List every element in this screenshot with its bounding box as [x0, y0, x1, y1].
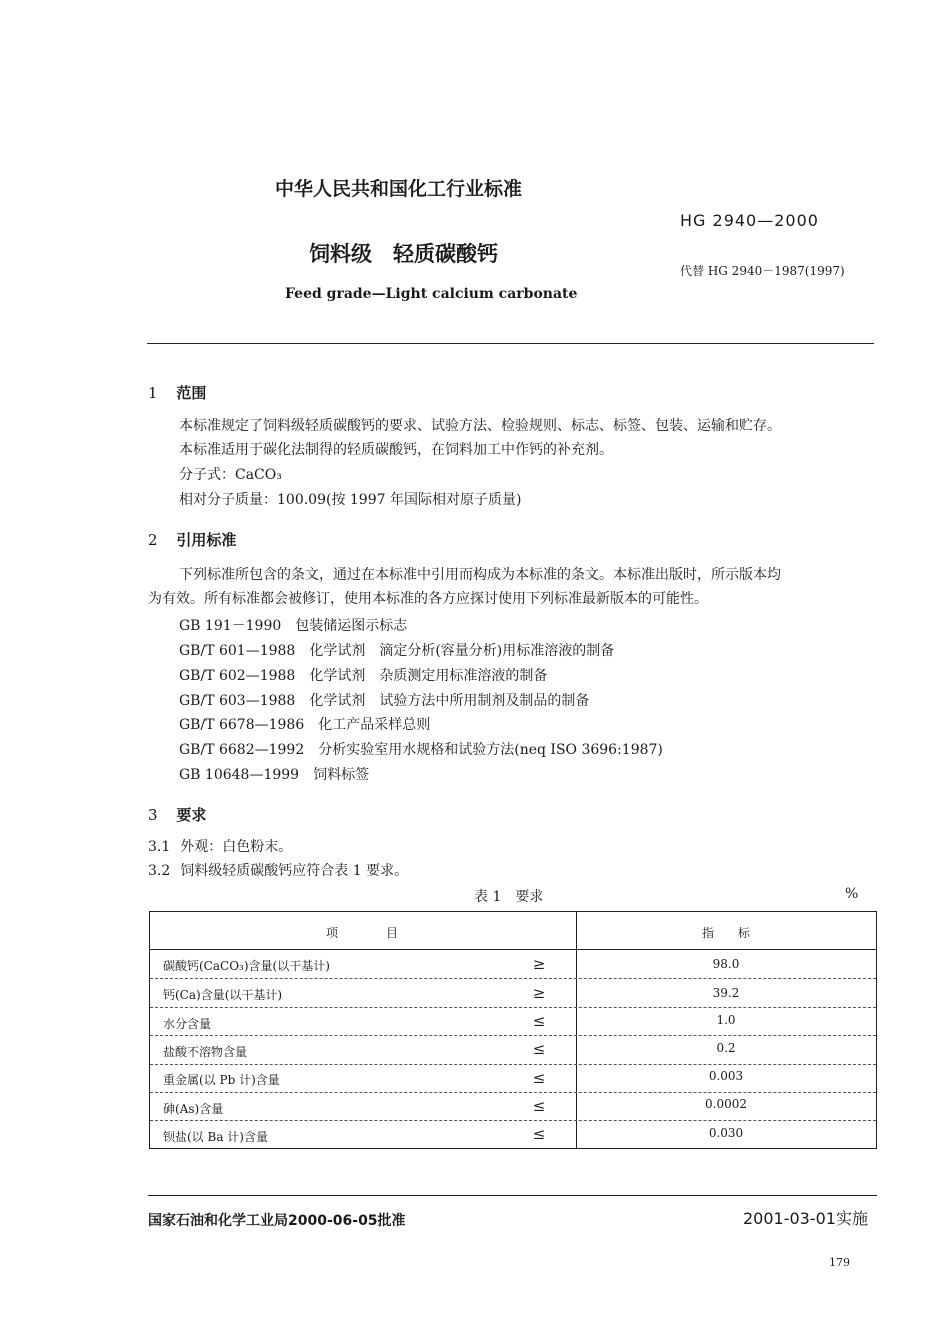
requirement-3-2	[148, 859, 408, 883]
refs-intro-line-1: 下列标准所包含的条文，通过在本标准中引用而构成为本标准的条文。本标准出版时，所示版本均	[179, 567, 781, 583]
requirements-table	[149, 911, 877, 1149]
table-unit: %	[845, 886, 859, 902]
header-rule	[147, 343, 874, 344]
table-cell-value: 0.0002	[705, 1097, 747, 1111]
reference-code: GB/T 601—1988	[179, 643, 296, 659]
table-header-item: 项 目	[325, 926, 399, 940]
table-cell-value: 98.0	[712, 957, 740, 971]
table-cell-value: 39.2	[712, 986, 740, 1000]
scope-paragraph-1: 本标准规定了饲料级轻质碳酸钙的要求、试验方法、检验规则、标志、标签、包装、运输和贮存。	[179, 418, 781, 434]
reference-title: 包装储运图示标志	[295, 618, 408, 634]
table-row-divider	[150, 1035, 876, 1036]
table-cell-value: 1.0	[716, 1013, 736, 1027]
table-cell-operator: ≤	[532, 1097, 546, 1115]
reference-item	[179, 640, 614, 660]
table-cell-operator: ≤	[532, 1125, 546, 1143]
table-cell-item: 钡盐(以 Ba 计)含量	[163, 1130, 268, 1144]
section-number: 1	[148, 384, 158, 402]
table-caption: 表 1 要求	[474, 889, 544, 905]
table-cell-value: 0.2	[716, 1041, 736, 1055]
effective-date: 2001-03-01实施	[743, 1209, 868, 1228]
table-cell-operator: ≥	[532, 984, 546, 1002]
section-number: 2	[148, 531, 158, 549]
table-header-index: 指 标	[701, 926, 751, 940]
molecular-mass: 相对分子质量：100.09(按 1997 年国际相对原子质量)	[179, 492, 522, 508]
table-cell-item: 水分含量	[163, 1017, 212, 1031]
table-cell-item: 碳酸钙(CaCO₃)含量(以干基计)	[163, 959, 330, 973]
table-cell-operator: ≥	[532, 955, 546, 973]
table-row-divider	[150, 1064, 876, 1065]
reference-title: 化学试剂 试验方法中所用制剂及制品的制备	[309, 693, 590, 709]
page-number: 179	[829, 1256, 850, 1269]
replaces-note: 代替 HG 2940－1987(1997)	[680, 264, 845, 278]
reference-title: 分析实验室用水规格和试验方法(neq ISO 3696:1987)	[318, 742, 663, 758]
section-number: 3	[148, 806, 158, 824]
table-row-divider	[150, 978, 876, 979]
scope-paragraph-2: 本标准适用于碳化法制得的轻质碳酸钙，在饲料加工中作钙的补充剂。	[179, 442, 613, 458]
clause-number: 3.1	[148, 839, 171, 855]
table-row-divider	[150, 1092, 876, 1093]
document-title: 饲料级 轻质碳酸钙	[309, 242, 498, 266]
reference-code: GB 191－1990	[179, 618, 282, 634]
table-cell-operator: ≤	[532, 1069, 546, 1087]
approval-note: 国家石油和化学工业局2000-06-05批准	[148, 1213, 406, 1229]
reference-code: GB/T 6682—1992	[179, 742, 305, 758]
table-header-rule	[150, 949, 876, 950]
table-column-divider	[576, 911, 577, 1149]
table-cell-item: 钙(Ca)含量(以干基计)	[163, 988, 283, 1002]
reference-title: 饲料标签	[313, 767, 370, 783]
reference-code: GB 10648—1999	[179, 767, 300, 783]
section-1-heading	[148, 382, 206, 403]
requirement-3-1	[148, 835, 292, 859]
table-cell-item: 砷(As)含量	[163, 1102, 224, 1116]
table-cell-item: 盐酸不溶物含量	[163, 1045, 248, 1059]
reference-item	[179, 714, 430, 734]
footer-rule	[148, 1195, 877, 1196]
section-title: 要求	[176, 806, 207, 824]
english-title: Feed grade—Light calcium carbonate	[285, 286, 578, 302]
section-2-heading	[148, 529, 236, 550]
reference-code: GB/T 6678—1986	[179, 717, 305, 733]
org-title: 中华人民共和国化工行业标准	[275, 178, 523, 200]
clause-text: 外观：白色粉末。	[180, 839, 293, 855]
table-cell-operator: ≤	[532, 1012, 546, 1030]
refs-intro-line-2: 为有效。所有标准都会被修订，使用本标准的各方应探讨使用下列标准最新版本的可能性。	[148, 591, 708, 607]
table-row-divider	[150, 1120, 876, 1121]
reference-item	[179, 764, 369, 784]
reference-item	[179, 665, 547, 685]
reference-title: 化工产品采样总则	[318, 717, 431, 733]
reference-code: GB/T 603—1988	[179, 693, 296, 709]
reference-item	[179, 615, 407, 635]
reference-item	[179, 739, 663, 759]
section-3-heading	[148, 804, 206, 825]
reference-item	[179, 690, 589, 710]
section-title: 引用标准	[176, 531, 237, 549]
table-cell-item: 重金属(以 Pb 计)含量	[163, 1073, 280, 1087]
table-row-divider	[150, 1007, 876, 1008]
reference-code: GB/T 602—1988	[179, 668, 296, 684]
reference-title: 化学试剂 滴定分析(容量分析)用标准溶液的制备	[309, 643, 615, 659]
section-title: 范围	[176, 384, 207, 402]
molecular-formula: 分子式：CaCO₃	[179, 467, 282, 483]
table-cell-value: 0.030	[708, 1126, 744, 1140]
table-cell-operator: ≤	[532, 1040, 546, 1058]
table-cell-value: 0.003	[708, 1069, 744, 1083]
standard-code: HG 2940—2000	[680, 211, 819, 230]
clause-number: 3.2	[148, 863, 171, 879]
reference-title: 化学试剂 杂质测定用标准溶液的制备	[309, 668, 548, 684]
clause-text: 饲料级轻质碳酸钙应符合表 1 要求。	[180, 863, 409, 879]
